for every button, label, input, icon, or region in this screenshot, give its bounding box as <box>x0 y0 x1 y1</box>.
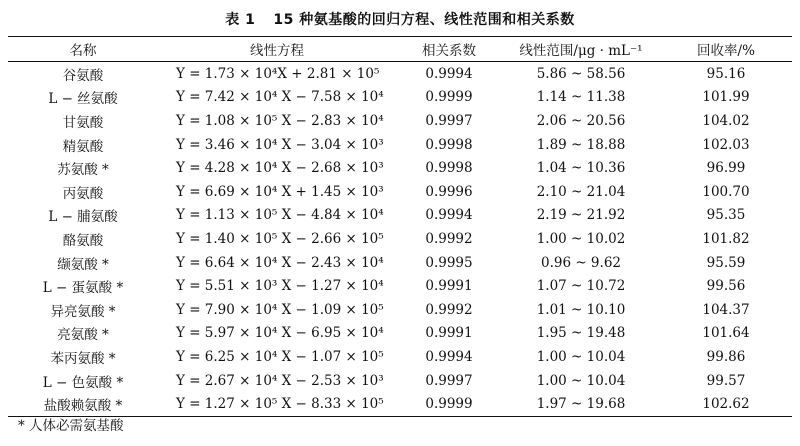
cell-correlation: 0.9994 <box>425 207 473 224</box>
cell-linear-range: 1.00 ~ 10.04 <box>536 372 626 389</box>
table-row <box>8 180 792 204</box>
cell-correlation: 0.9992 <box>425 301 473 318</box>
cell-equation: Y = 3.46 × 10⁴ X − 3.04 × 10³ <box>176 136 384 153</box>
cell-name: L − 色氨酸 * <box>42 374 124 391</box>
cell-correlation: 0.9999 <box>425 89 473 106</box>
table-row <box>8 133 792 157</box>
cell-name: 苏氨酸 * <box>57 162 109 179</box>
table-row <box>8 322 792 346</box>
header-r: 相关系数 <box>396 37 502 62</box>
cell-name: 精氨酸 <box>62 138 104 155</box>
footnote: * 人体必需氨基酸 <box>18 418 124 434</box>
cell-recovery: 101.99 <box>702 89 750 106</box>
cell-linear-range: 0.96 ~ 9.62 <box>540 254 621 271</box>
cell-correlation: 0.9992 <box>425 230 473 247</box>
cell-name: 甘氨酸 <box>62 114 104 131</box>
header-name: 名称 <box>8 37 158 62</box>
cell-equation: Y = 1.40 × 10⁵ X − 2.66 × 10⁵ <box>176 230 384 247</box>
table-title: 15 种氨基酸的回归方程、线性范围和相关系数 <box>273 12 575 28</box>
table-row <box>8 109 792 133</box>
cell-equation: Y = 7.90 × 10⁴ X − 1.09 × 10⁵ <box>176 301 384 318</box>
cell-equation: Y = 7.42 × 10⁴ X − 7.58 × 10⁴ <box>176 89 384 106</box>
table-row <box>8 251 792 275</box>
cell-recovery: 95.35 <box>706 207 746 224</box>
table-row <box>8 227 792 251</box>
cell-correlation: 0.9994 <box>425 65 473 82</box>
regression-table <box>8 36 792 417</box>
cell-correlation: 0.9995 <box>425 254 473 271</box>
cell-recovery: 102.62 <box>660 392 792 416</box>
table-row <box>8 204 792 228</box>
cell-correlation: 0.9997 <box>425 112 473 129</box>
cell-correlation: 0.9998 <box>425 160 473 177</box>
cell-recovery: 99.56 <box>706 278 746 295</box>
cell-recovery: 101.64 <box>702 325 750 342</box>
cell-equation: Y = 1.27 × 10⁵ X − 8.33 × 10⁵ <box>158 392 396 416</box>
cell-correlation: 0.9994 <box>425 348 473 365</box>
cell-name: L − 脯氨酸 <box>48 209 118 226</box>
cell-recovery: 99.86 <box>706 348 746 365</box>
cell-recovery: 104.37 <box>702 301 750 318</box>
cell-equation: Y = 1.08 × 10⁵ X − 2.83 × 10⁴ <box>176 112 384 129</box>
cell-linear-range: 1.89 ~ 18.88 <box>536 136 626 153</box>
cell-equation: Y = 5.97 × 10⁴ X − 6.95 × 10⁴ <box>176 325 384 342</box>
cell-equation: Y = 6.69 × 10⁴ X + 1.45 × 10³ <box>176 183 384 200</box>
cell-linear-range: 5.86 ~ 58.56 <box>536 65 626 82</box>
table-row <box>8 274 792 298</box>
cell-recovery: 101.82 <box>702 230 750 247</box>
cell-linear-range: 1.07 ~ 10.72 <box>536 278 626 295</box>
table-row <box>8 392 792 416</box>
cell-linear-range: 1.97 ~ 19.68 <box>502 392 660 416</box>
table-number: 表 1 <box>225 12 256 28</box>
cell-name: 苯丙氨酸 * <box>50 350 116 367</box>
table-row <box>8 156 792 180</box>
cell-correlation: 0.9999 <box>396 392 502 416</box>
header-recovery: 回收率/% <box>660 37 792 62</box>
header-range: 线性范围/μg · mL⁻¹ <box>502 37 660 62</box>
cell-correlation: 0.9991 <box>425 325 473 342</box>
cell-recovery: 100.70 <box>702 183 750 200</box>
cell-equation: Y = 6.25 × 10⁴ X − 1.07 × 10⁵ <box>176 348 384 365</box>
table-row <box>8 86 792 110</box>
cell-correlation: 0.9998 <box>425 136 473 153</box>
cell-name: 缬氨酸 * <box>57 256 109 273</box>
cell-name: 酪氨酸 <box>62 232 104 249</box>
table-body <box>8 62 792 417</box>
table-row <box>8 298 792 322</box>
cell-correlation: 0.9996 <box>425 183 473 200</box>
cell-recovery: 104.02 <box>702 112 750 129</box>
cell-recovery: 95.59 <box>706 254 746 271</box>
cell-correlation: 0.9991 <box>425 278 473 295</box>
cell-linear-range: 1.00 ~ 10.02 <box>536 230 626 247</box>
cell-linear-range: 2.06 ~ 20.56 <box>536 112 626 129</box>
cell-linear-range: 1.95 ~ 19.48 <box>536 325 626 342</box>
cell-equation: Y = 6.64 × 10⁴ X − 2.43 × 10⁴ <box>176 254 384 271</box>
cell-linear-range: 1.00 ~ 10.04 <box>536 348 626 365</box>
cell-equation: Y = 2.67 × 10⁴ X − 2.53 × 10³ <box>176 372 384 389</box>
cell-correlation: 0.9997 <box>425 372 473 389</box>
table-caption <box>0 9 800 29</box>
cell-recovery: 96.99 <box>706 160 746 177</box>
cell-equation: Y = 1.13 × 10⁵ X − 4.84 × 10⁴ <box>176 207 384 224</box>
cell-name: 异亮氨酸 * <box>50 303 116 320</box>
header-row <box>8 37 792 62</box>
cell-recovery: 102.03 <box>702 136 750 153</box>
cell-name: 丙氨酸 <box>62 185 104 202</box>
table-row <box>8 345 792 369</box>
cell-name: L − 丝氨酸 <box>48 91 118 108</box>
cell-name: 亮氨酸 * <box>57 327 109 344</box>
table-row <box>8 369 792 393</box>
cell-linear-range: 1.14 ~ 11.38 <box>536 89 626 106</box>
cell-equation: Y = 4.28 × 10⁴ X − 2.68 × 10³ <box>176 160 384 177</box>
cell-recovery: 95.16 <box>706 65 746 82</box>
cell-equation: Y = 1.73 × 10⁴X + 2.81 × 10⁵ <box>176 65 380 82</box>
cell-recovery: 99.57 <box>706 372 746 389</box>
cell-name: L − 蛋氨酸 * <box>42 280 124 297</box>
header-equation: 线性方程 <box>158 37 396 62</box>
cell-linear-range: 2.19 ~ 21.92 <box>536 207 626 224</box>
cell-equation: Y = 5.51 × 10³ X − 1.27 × 10⁴ <box>176 278 384 295</box>
cell-linear-range: 1.04 ~ 10.36 <box>536 160 626 177</box>
table-header <box>8 37 792 62</box>
cell-linear-range: 2.10 ~ 21.04 <box>536 183 626 200</box>
cell-name: 盐酸赖氨酸 * <box>8 392 158 416</box>
cell-linear-range: 1.01 ~ 10.10 <box>536 301 626 318</box>
table-row <box>8 62 792 86</box>
cell-name: 谷氨酸 <box>62 67 104 84</box>
